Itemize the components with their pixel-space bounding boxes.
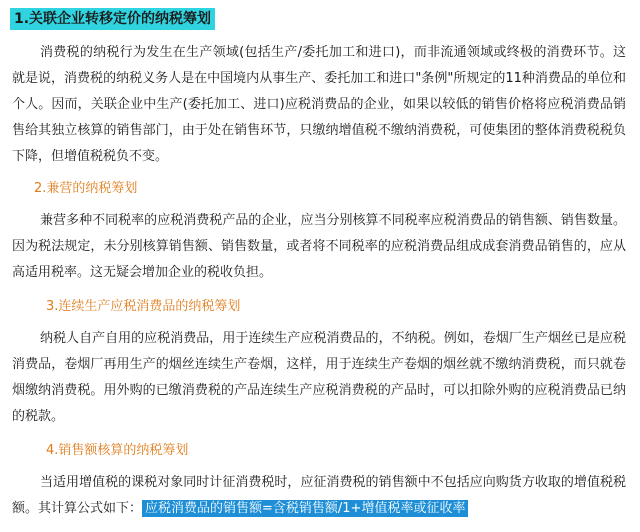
formula-highlight: 应税消费品的销售额=含税销售额/1+增值税率或征收率 [142,500,468,517]
section-2-paragraph [12,208,626,286]
section-1-text: 消费税的纳税行为发生在生产领域(包括生产/委托加工和进口)，而非流通领域或终极的消费环节。这就是说，消费税的纳税义务人是在中国境内从事生产、委托加工和进口"条例"所规定的11种消费品的单位和个人。因而，关联企业中生产(委托加工、进口)应税消费品的企业，如果以较低的销售价格将应税消费品销售给其独立核算的销售部门，由于处在销售环节，只缴纳增值税不缴纳消费税，可使集团的整体消费税税负下降，但增值税税负不变。 [12,45,626,164]
section-4-text: 当适用增值税的课税对象同时计征消费税时，应征消费税的销售额中不包括应向购货方收取的增值税税额。其计算公式如下： [12,475,626,516]
section-1-paragraph [12,40,626,170]
section-3-title: 3.连续生产应税消费品的纳税筹划 [46,299,241,314]
section-4-title: 4.销售额核算的纳税筹划 [46,443,189,458]
section-2-text: 兼营多种不同税率的应税消费税产品的企业，应当分别核算不同税率应税消费品的销售额、销售数量。因为税法规定，未分别核算销售额、销售数量，或者将不同税率的应税消费品组成成套消费品销售的，应从高适用税率。这无疑会增加企业的税收负担。 [12,213,626,280]
section-3-text: 纳税人自产自用的应税消费品，用于连续生产应税消费品的，不纳税。例如，卷烟厂生产烟丝已是应税消费品，卷烟厂再用生产的烟丝连续生产卷烟，这样，用于连续生产卷烟的烟丝就不缴纳消费税，而只就卷烟缴纳消费税。用外购的已缴消费税的产品连续生产应税消费税的产品时，可以扣除外购的应税消费品已纳的税款。 [12,331,626,424]
section-3-paragraph [12,326,626,430]
section-2-title: 2.兼营的纳税筹划 [34,181,138,196]
section-1-title: 1.关联企业转移定价的纳税筹划 [10,8,215,30]
section-4-paragraph [12,470,626,522]
